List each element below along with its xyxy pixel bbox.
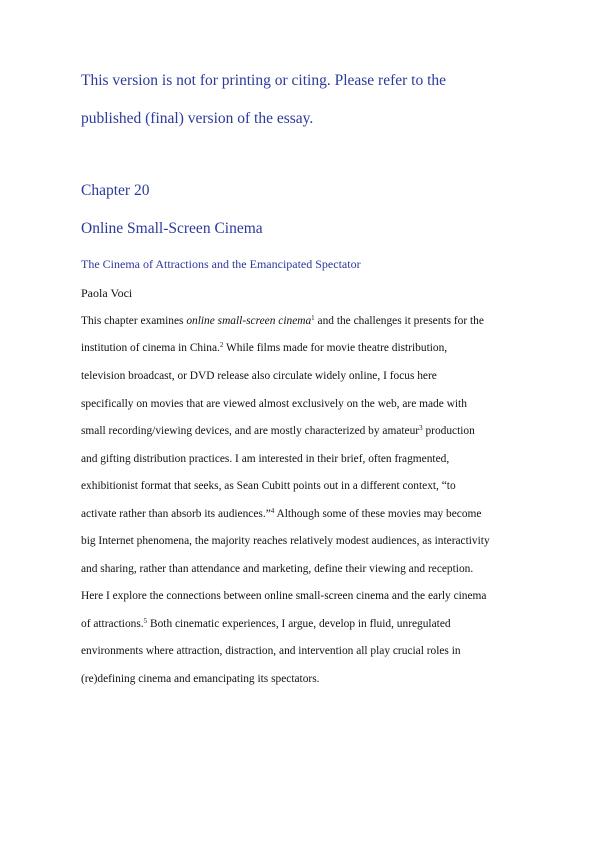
footnote-marker: 2 bbox=[219, 341, 224, 349]
paragraph-line: (re)defining cinema and emancipating its spectators. bbox=[81, 673, 320, 685]
text-run: This chapter examines bbox=[81, 315, 187, 327]
paragraph-line bbox=[81, 424, 475, 438]
draft-notice-line-1: This version is not for printing or citing. Please refer to the bbox=[81, 72, 447, 89]
paragraph-line: specifically on movies that are viewed almost exclusively on the web, are made with bbox=[81, 398, 467, 410]
italic-term: online small-screen cinema bbox=[186, 315, 312, 327]
draft-notice-line-2: published (final) version of the essay. bbox=[81, 110, 314, 127]
chapter-subtitle: The Cinema of Attractions and the Emancipated Spectator bbox=[81, 257, 361, 271]
footnote-marker: 3 bbox=[419, 424, 423, 432]
paragraph-line: exhibitionist format that seeks, as Sean Cubitt points out in a different context, “to bbox=[81, 480, 456, 492]
footnote-marker: 1 bbox=[311, 314, 315, 322]
footnote-marker: 4 bbox=[270, 507, 275, 515]
text-run: Both cinematic experiences, I argue, develop in fluid, unregulated bbox=[147, 618, 451, 630]
paragraph-line: Here I explore the connections between online small-screen cinema and the early cinema bbox=[81, 590, 487, 602]
paragraph-line: environments where attraction, distraction, and intervention all play crucial roles in bbox=[81, 645, 461, 657]
text-run: of attractions. bbox=[81, 618, 144, 630]
paragraph-line: and sharing, rather than attendance and marketing, define their viewing and reception. bbox=[81, 563, 474, 575]
author-name: Paola Voci bbox=[81, 286, 133, 300]
text-run: production bbox=[422, 425, 475, 437]
paragraph-line: big Internet phenomena, the majority reaches relatively modest audiences, as interactivity bbox=[81, 535, 490, 547]
paragraph-line: and gifting distribution practices. I am interested in their brief, often fragmented, bbox=[81, 453, 450, 465]
text-run: and the challenges it presents for the bbox=[314, 315, 484, 327]
text-run: While films made for movie theatre distribution, bbox=[223, 342, 448, 354]
text-run: activate rather than absorb its audiences.” bbox=[81, 508, 271, 520]
paragraph-line bbox=[81, 507, 481, 521]
footnote-marker: 5 bbox=[143, 617, 148, 625]
text-run: Although some of these movies may become bbox=[274, 508, 482, 520]
paragraph-line bbox=[81, 341, 447, 355]
paragraph-line bbox=[81, 617, 451, 631]
chapter-title: Online Small-Screen Cinema bbox=[81, 220, 263, 237]
chapter-number: Chapter 20 bbox=[81, 182, 150, 199]
text-run: institution of cinema in China. bbox=[81, 342, 220, 354]
paragraph-line bbox=[81, 314, 484, 328]
text-run: small recording/viewing devices, and are mostly characterized by amateur bbox=[81, 425, 420, 437]
paragraph-line: television broadcast, or DVD release also circulate widely online, I focus here bbox=[81, 370, 437, 382]
